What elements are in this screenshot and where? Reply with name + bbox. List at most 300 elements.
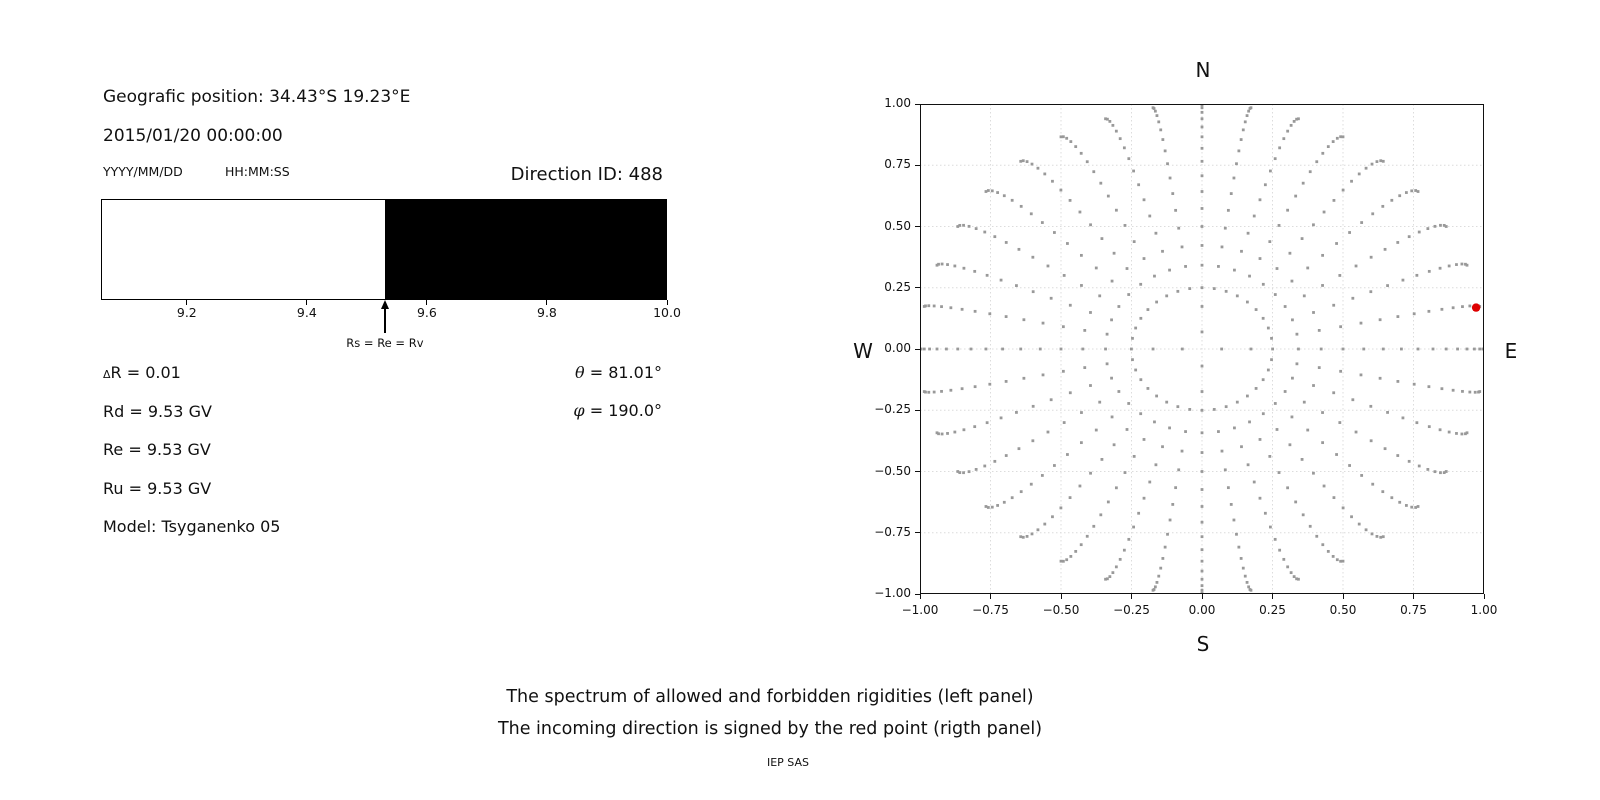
y-tick bbox=[915, 165, 920, 166]
direction-dot bbox=[1278, 549, 1281, 552]
direction-dot bbox=[1382, 160, 1385, 163]
direction-dot bbox=[1247, 463, 1250, 466]
direction-dot bbox=[1400, 348, 1403, 351]
direction-dot bbox=[1376, 535, 1379, 538]
direction-dot bbox=[1107, 501, 1110, 504]
direction-dot bbox=[1336, 558, 1339, 561]
direction-dot bbox=[1282, 137, 1285, 140]
direction-dot bbox=[968, 225, 971, 228]
direction-dot bbox=[1315, 535, 1318, 538]
direction-dot bbox=[1332, 391, 1335, 394]
direction-dot bbox=[1227, 486, 1230, 489]
direction-dot bbox=[1240, 138, 1243, 141]
direction-dot bbox=[1360, 322, 1363, 325]
direction-dot bbox=[1320, 348, 1323, 351]
direction-dot bbox=[1418, 231, 1421, 234]
direction-dot bbox=[927, 391, 930, 394]
direction-dot bbox=[1201, 207, 1204, 210]
direction-dot bbox=[1110, 318, 1113, 321]
forbidden-region bbox=[385, 200, 666, 299]
direction-dot bbox=[1086, 160, 1089, 163]
direction-dot bbox=[1312, 472, 1315, 475]
direction-dot bbox=[1133, 240, 1136, 243]
direction-dot bbox=[1201, 111, 1204, 114]
direction-dot bbox=[1032, 290, 1035, 293]
direction-dot bbox=[1336, 137, 1339, 140]
direction-dot bbox=[1333, 199, 1336, 202]
rigidity-tick-label: 10.0 bbox=[653, 305, 681, 320]
direction-dot bbox=[1060, 560, 1063, 563]
direction-dot bbox=[1022, 536, 1025, 539]
direction-dot bbox=[1201, 331, 1204, 334]
direction-dot bbox=[968, 470, 971, 473]
direction-dot bbox=[1410, 506, 1413, 509]
direction-dot bbox=[1161, 250, 1164, 253]
y-tick bbox=[915, 594, 920, 595]
direction-dot bbox=[1369, 405, 1372, 408]
credit-label: IEP SAS bbox=[766, 756, 810, 769]
direction-dot bbox=[1286, 209, 1289, 212]
phi-line bbox=[573, 401, 662, 420]
direction-dot bbox=[1108, 575, 1111, 578]
direction-dot bbox=[1113, 443, 1116, 446]
direction-dot bbox=[1230, 192, 1233, 195]
direction-dot bbox=[1350, 180, 1353, 183]
direction-dot bbox=[1426, 468, 1429, 471]
direction-dot bbox=[1365, 167, 1368, 170]
direction-dot bbox=[1417, 190, 1420, 193]
direction-dot bbox=[1235, 533, 1238, 536]
direction-dot bbox=[975, 227, 978, 230]
direction-dot bbox=[961, 308, 964, 311]
geographic-position-label: Geografic position: 34.43°S 19.23°E bbox=[103, 87, 411, 107]
direction-dot bbox=[1030, 483, 1033, 486]
direction-dot bbox=[1379, 377, 1382, 380]
direction-dot bbox=[1015, 411, 1018, 414]
direction-dot bbox=[1323, 485, 1326, 488]
direction-dot bbox=[1041, 474, 1044, 477]
direction-dot bbox=[1099, 182, 1102, 185]
direction-dot bbox=[1201, 117, 1204, 120]
direction-dot bbox=[1174, 209, 1177, 212]
direction-dot bbox=[1396, 315, 1399, 318]
direction-dot bbox=[1286, 565, 1289, 568]
direction-dot bbox=[1111, 280, 1114, 283]
direction-dot bbox=[1240, 557, 1243, 560]
direction-dot bbox=[941, 433, 944, 436]
direction-dot bbox=[1240, 445, 1243, 448]
direction-dot bbox=[1410, 189, 1413, 192]
direction-dot bbox=[1201, 451, 1204, 454]
direction-dot bbox=[1086, 535, 1089, 538]
direction-dot bbox=[1274, 402, 1277, 405]
direction-dot bbox=[1079, 211, 1082, 214]
direction-dot bbox=[1133, 455, 1136, 458]
direction-dot bbox=[1123, 146, 1126, 149]
direction-dot bbox=[983, 465, 986, 468]
direction-dot bbox=[1107, 195, 1110, 198]
direction-dot bbox=[1176, 290, 1179, 293]
direction-dot bbox=[1461, 305, 1464, 308]
compass-north-label: N bbox=[1195, 58, 1211, 82]
direction-dot bbox=[1201, 488, 1204, 491]
direction-dot bbox=[1166, 162, 1169, 165]
direction-dot bbox=[1312, 384, 1315, 387]
direction-dot bbox=[1201, 470, 1204, 473]
direction-dot bbox=[1291, 280, 1294, 283]
direction-dot bbox=[953, 431, 956, 434]
direction-dot bbox=[1348, 464, 1351, 467]
direction-dot bbox=[1111, 571, 1114, 574]
direction-dot bbox=[1113, 252, 1116, 255]
direction-dot bbox=[991, 189, 994, 192]
direction-dot bbox=[1255, 308, 1258, 311]
direction-dot bbox=[1106, 362, 1109, 365]
direction-dot bbox=[1445, 348, 1448, 351]
direction-dot bbox=[1137, 512, 1140, 515]
direction-dot bbox=[1080, 543, 1083, 546]
direction-dot bbox=[1080, 254, 1083, 257]
direction-dot bbox=[945, 348, 948, 351]
direction-dot bbox=[1227, 209, 1230, 212]
direction-dot bbox=[1089, 311, 1092, 314]
direction-dot bbox=[1250, 348, 1253, 351]
direction-dot bbox=[1278, 471, 1281, 474]
direction-dot bbox=[1108, 120, 1111, 123]
direction-dot bbox=[1074, 145, 1077, 148]
direction-dot bbox=[1390, 496, 1393, 499]
direction-dot bbox=[1235, 162, 1238, 165]
direction-dot bbox=[1262, 412, 1265, 415]
direction-dot bbox=[1031, 256, 1034, 259]
direction-dot bbox=[1177, 227, 1180, 230]
direction-dot bbox=[1201, 560, 1204, 563]
x-tick bbox=[920, 594, 921, 599]
direction-dot bbox=[1355, 265, 1358, 268]
direction-dot bbox=[1396, 454, 1399, 457]
direction-dot bbox=[1030, 212, 1033, 215]
direction-dot bbox=[1063, 421, 1066, 424]
direction-dot bbox=[1291, 416, 1294, 419]
direction-dot bbox=[988, 312, 991, 315]
direction-dot bbox=[1434, 225, 1437, 228]
direction-dot bbox=[1233, 519, 1236, 522]
direction-dot bbox=[1134, 327, 1137, 330]
y-tick-label: −1.00 bbox=[874, 586, 911, 600]
direction-dot bbox=[1233, 427, 1236, 430]
direction-dot bbox=[1095, 267, 1098, 270]
direction-dot bbox=[1426, 227, 1429, 230]
direction-dot bbox=[1020, 205, 1023, 208]
direction-dot bbox=[1104, 117, 1107, 120]
direction-dot bbox=[1445, 225, 1448, 228]
direction-dot bbox=[1018, 447, 1021, 450]
direction-dot bbox=[1274, 293, 1277, 296]
direction-dot bbox=[1134, 369, 1137, 372]
direction-dot bbox=[923, 305, 926, 308]
direction-dot bbox=[1379, 318, 1382, 321]
direction-dot bbox=[1115, 130, 1118, 133]
direction-dot bbox=[1342, 348, 1345, 351]
direction-dot bbox=[1306, 429, 1309, 432]
direction-dot bbox=[993, 235, 996, 238]
x-tick-label: 0.25 bbox=[1259, 603, 1286, 617]
direction-dot bbox=[1461, 390, 1464, 393]
direction-dot bbox=[1117, 305, 1120, 308]
re-line: Re = 9.53 GV bbox=[103, 440, 211, 459]
direction-dot bbox=[1201, 390, 1204, 393]
compass-east-label: E bbox=[1504, 339, 1518, 363]
x-tick-label: 0.00 bbox=[1188, 603, 1216, 617]
direction-dot bbox=[1062, 370, 1065, 373]
direction-dot bbox=[1184, 430, 1187, 433]
y-tick bbox=[915, 532, 920, 533]
phi-value: = 190.0° bbox=[584, 401, 662, 420]
direction-dot bbox=[1427, 385, 1430, 388]
direction-dot bbox=[1278, 224, 1281, 227]
direction-dot bbox=[1248, 275, 1251, 278]
direction-id-label: Direction ID: 488 bbox=[510, 164, 663, 185]
direction-dot bbox=[1155, 301, 1158, 304]
y-tick bbox=[915, 287, 920, 288]
direction-dot bbox=[923, 348, 926, 351]
direction-dot bbox=[1408, 460, 1411, 463]
direction-dot bbox=[1338, 274, 1341, 277]
direction-dot bbox=[1201, 505, 1204, 508]
direction-dot bbox=[963, 428, 966, 431]
direction-dot bbox=[1396, 380, 1399, 383]
direction-dot bbox=[1119, 137, 1122, 140]
caption-line-1: The spectrum of allowed and forbidden rigidities (left panel) bbox=[506, 687, 1034, 707]
direction-dot bbox=[1268, 455, 1271, 458]
direction-dot bbox=[1080, 152, 1083, 155]
direction-dot bbox=[1164, 546, 1167, 549]
direction-dot bbox=[1018, 248, 1021, 251]
direction-dot bbox=[1297, 578, 1300, 581]
direction-dot bbox=[1247, 585, 1250, 588]
direction-dot bbox=[1153, 275, 1156, 278]
direction-dot bbox=[1101, 458, 1104, 461]
direction-dot bbox=[1384, 447, 1387, 450]
direction-dot bbox=[1031, 533, 1034, 536]
direction-dot bbox=[1143, 257, 1146, 260]
y-tick-label: 0.00 bbox=[884, 341, 911, 355]
direction-dot bbox=[1169, 177, 1172, 180]
direction-dot bbox=[1455, 432, 1458, 435]
direction-dot bbox=[1020, 490, 1023, 493]
direction-dot bbox=[1201, 225, 1204, 228]
y-tick-label: −0.25 bbox=[874, 402, 911, 417]
direction-dot bbox=[940, 390, 943, 393]
direction-dot bbox=[1031, 439, 1034, 442]
direction-dot bbox=[936, 264, 939, 267]
x-tick-label: −0.50 bbox=[1042, 603, 1080, 617]
direction-dot bbox=[1255, 387, 1258, 390]
x-tick bbox=[1272, 594, 1273, 599]
incoming-direction-point bbox=[1472, 303, 1480, 311]
x-tick-label: −0.75 bbox=[972, 603, 1009, 617]
direction-dot bbox=[1115, 486, 1118, 489]
direction-dot bbox=[1051, 515, 1054, 518]
direction-dot bbox=[1269, 526, 1272, 529]
direction-dot bbox=[1267, 327, 1270, 330]
direction-dot bbox=[1188, 408, 1191, 411]
direction-dot bbox=[1360, 221, 1363, 224]
direction-dot bbox=[1011, 496, 1014, 499]
direction-dot bbox=[1069, 391, 1072, 394]
direction-dot bbox=[946, 432, 949, 435]
direction-dot bbox=[1293, 575, 1296, 578]
rigidity-tick-label: 9.4 bbox=[296, 305, 317, 320]
direction-dot bbox=[1390, 199, 1393, 202]
direction-dot bbox=[1478, 390, 1481, 393]
direction-dot bbox=[1119, 558, 1122, 561]
direction-dot bbox=[1050, 398, 1053, 401]
direction-dot bbox=[1236, 294, 1239, 297]
direction-dot bbox=[1259, 497, 1262, 500]
direction-dot bbox=[1466, 431, 1469, 434]
direction-dot bbox=[1342, 560, 1345, 563]
direction-dot bbox=[1201, 160, 1204, 163]
x-tick-label: 0.50 bbox=[1329, 603, 1357, 617]
direction-dot bbox=[1152, 106, 1155, 109]
direction-dot bbox=[1259, 257, 1262, 260]
direction-dot bbox=[1201, 365, 1204, 368]
direction-dot bbox=[1169, 519, 1172, 522]
direction-dot bbox=[1131, 337, 1134, 340]
arrow-line bbox=[384, 307, 385, 333]
direction-dot bbox=[1063, 274, 1066, 277]
direction-dot bbox=[1053, 231, 1056, 234]
direction-dot bbox=[1019, 535, 1022, 538]
x-tick bbox=[1131, 594, 1132, 599]
direction-dot bbox=[1434, 470, 1437, 473]
direction-dot bbox=[1188, 287, 1191, 290]
delta-symbol: Δ bbox=[103, 368, 111, 381]
direction-dot bbox=[1432, 348, 1435, 351]
direction-dot bbox=[1303, 401, 1306, 404]
direction-dot bbox=[1104, 348, 1107, 351]
direction-dot bbox=[1466, 348, 1469, 351]
direction-dot bbox=[1297, 348, 1300, 351]
direction-dot bbox=[1294, 195, 1297, 198]
y-tick-label: 0.25 bbox=[884, 279, 911, 294]
direction-dot bbox=[928, 348, 931, 351]
direction-dot bbox=[1022, 377, 1025, 380]
direction-dot bbox=[949, 306, 952, 309]
direction-dot bbox=[1301, 458, 1304, 461]
direction-dot bbox=[1225, 290, 1228, 293]
direction-dot bbox=[1335, 242, 1338, 245]
direction-dot bbox=[1154, 585, 1157, 588]
direction-dot bbox=[996, 191, 999, 194]
direction-dot bbox=[1402, 416, 1405, 419]
direction-dot bbox=[1152, 348, 1155, 351]
direction-dot bbox=[1244, 120, 1247, 123]
y-tick-label: 0.75 bbox=[884, 157, 911, 172]
direction-dot bbox=[1132, 526, 1135, 529]
direction-dot bbox=[1246, 581, 1249, 584]
direction-dot bbox=[1350, 515, 1353, 518]
direction-dot bbox=[1233, 177, 1236, 180]
direction-dot bbox=[953, 265, 956, 268]
direction-dot bbox=[1248, 421, 1251, 424]
direction-dot bbox=[1127, 157, 1130, 160]
direction-dot bbox=[1264, 183, 1267, 186]
direction-dot bbox=[1156, 581, 1159, 584]
direction-dot bbox=[1019, 348, 1022, 351]
direction-dot bbox=[1321, 441, 1324, 444]
direction-dot bbox=[1155, 463, 1158, 466]
direction-dot bbox=[1069, 555, 1072, 558]
direction-dot bbox=[1360, 474, 1363, 477]
direction-dot bbox=[1177, 468, 1180, 471]
direction-dot bbox=[1201, 286, 1204, 289]
direction-dot bbox=[1060, 135, 1063, 138]
direction-dot bbox=[1041, 221, 1044, 224]
direction-dot bbox=[1110, 377, 1113, 380]
ru-line: Ru = 9.53 GV bbox=[103, 479, 212, 498]
direction-dot bbox=[983, 231, 986, 234]
direction-dot bbox=[1321, 254, 1324, 257]
direction-dot bbox=[1398, 194, 1401, 197]
direction-dot bbox=[1115, 565, 1118, 568]
x-tick bbox=[990, 594, 991, 599]
direction-dot bbox=[1461, 263, 1464, 266]
direction-dot bbox=[1059, 189, 1062, 192]
theta-line bbox=[575, 363, 662, 382]
direction-dot bbox=[1181, 246, 1184, 249]
direction-dot bbox=[1269, 170, 1272, 173]
direction-dot bbox=[1043, 173, 1046, 176]
direction-dot bbox=[1468, 305, 1471, 308]
direction-dot bbox=[1284, 305, 1287, 308]
direction-dot bbox=[1428, 270, 1431, 273]
direction-dot bbox=[1037, 528, 1040, 531]
rd-line: Rd = 9.53 GV bbox=[103, 402, 212, 421]
direction-dot bbox=[1069, 199, 1072, 202]
direction-dot bbox=[975, 468, 978, 471]
direction-dot bbox=[1294, 501, 1297, 504]
direction-dot bbox=[1201, 535, 1204, 538]
y-tick bbox=[915, 104, 920, 105]
direction-dot bbox=[1147, 308, 1150, 311]
direction-dot bbox=[956, 225, 959, 228]
direction-dot bbox=[1161, 445, 1164, 448]
cutoff-annotation: Rs = Re = Rv bbox=[346, 336, 424, 350]
direction-dot bbox=[1259, 438, 1262, 441]
direction-dot bbox=[963, 267, 966, 270]
direction-dot bbox=[949, 389, 952, 392]
direction-dot bbox=[1005, 315, 1008, 318]
direction-dot bbox=[970, 348, 973, 351]
direction-dot bbox=[1474, 391, 1477, 394]
direction-dot bbox=[1225, 405, 1228, 408]
direction-dot bbox=[1000, 416, 1003, 419]
direction-dot bbox=[1382, 348, 1385, 351]
direction-dot bbox=[1154, 110, 1157, 113]
direction-dot bbox=[1168, 269, 1171, 272]
direction-dot bbox=[1089, 472, 1092, 475]
direction-dot bbox=[1396, 241, 1399, 244]
direction-dot bbox=[1233, 269, 1236, 272]
direction-dot bbox=[1081, 348, 1084, 351]
direction-dot bbox=[1069, 304, 1072, 307]
direction-dot bbox=[1184, 265, 1187, 268]
direction-dot bbox=[1032, 405, 1035, 408]
direction-dot bbox=[1370, 256, 1373, 259]
direction-dot bbox=[1123, 549, 1126, 552]
